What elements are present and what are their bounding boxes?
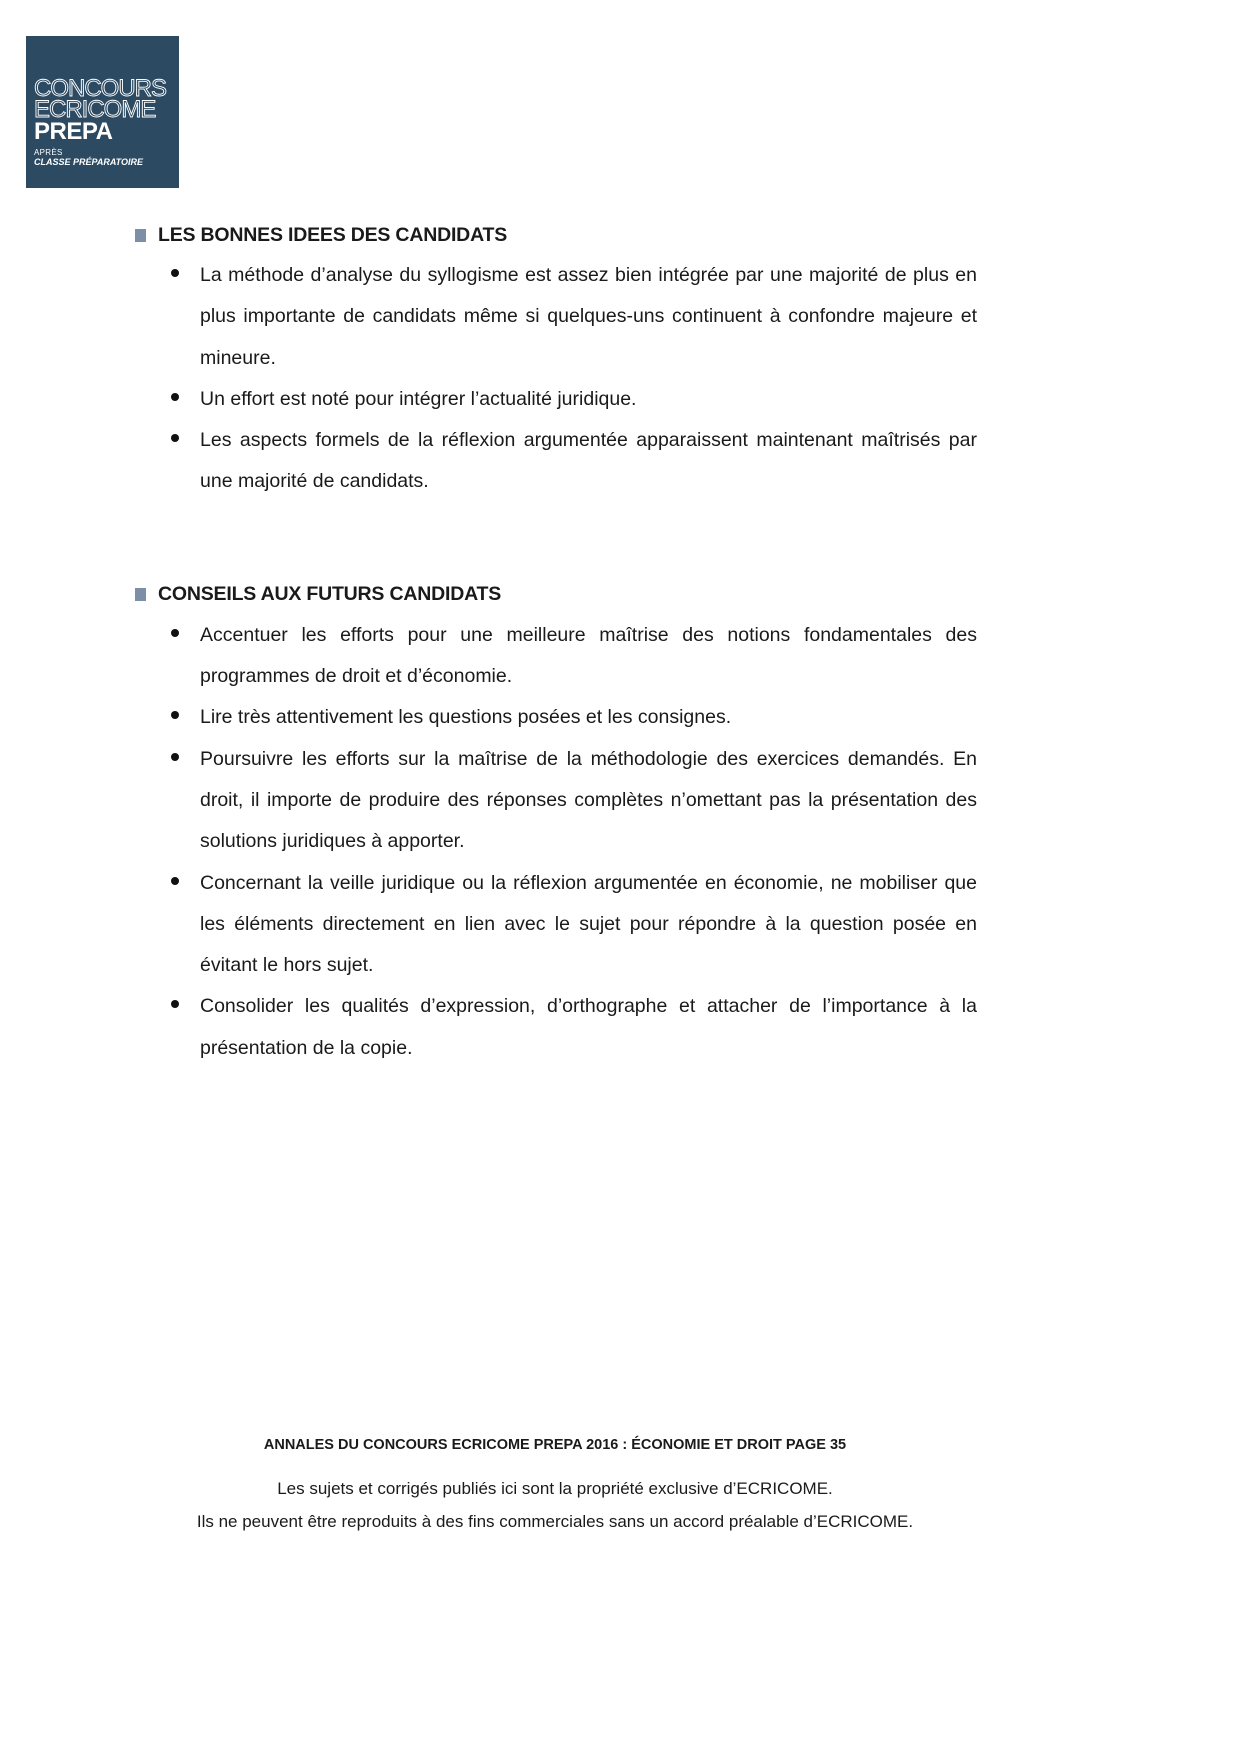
bullet-dot-icon <box>171 877 179 885</box>
footer-title: ANNALES DU CONCOURS ECRICOME PREPA 2016 : ÉCONOMIE ET DROIT PAGE 35 <box>263 1437 847 1453</box>
list-item <box>135 986 977 1069</box>
bullet-dot-icon <box>171 269 179 277</box>
square-bullet-icon <box>135 229 146 242</box>
footer-reproduction-line: Ils ne peuvent être reproduits à des fins commerciales sans un accord préalable d’ECRICOME. <box>196 1512 914 1531</box>
square-bullet-icon <box>135 588 146 601</box>
logo-line-prepa: PREPA <box>34 118 113 145</box>
list-item <box>135 697 977 738</box>
bullet-dot-icon <box>171 753 179 761</box>
list-item <box>135 420 977 503</box>
list-item-text: Poursuivre les efforts sur la maîtrise de la méthodologie des exercices demandés. En droit, il importe de produire des réponses complètes n’omettant pas la présentation des solutions juridiques à apporter. <box>200 747 977 853</box>
list-item <box>135 379 977 420</box>
list-item <box>135 255 977 379</box>
bullet-dot-icon <box>171 434 179 442</box>
document-body <box>135 221 977 1069</box>
section-bonnes-idees <box>135 221 977 503</box>
bullet-list <box>135 615 977 1069</box>
logo-line-ecricome: ECRICOME <box>34 96 156 123</box>
list-item-text: Accentuer les efforts pour une meilleure maîtrise des notions fondamentales des programmes de droit et d’économie. <box>200 623 977 688</box>
bullet-dot-icon <box>171 629 179 637</box>
section-heading <box>135 581 977 609</box>
ecricome-prepa-logo <box>26 36 179 188</box>
list-item <box>135 739 977 863</box>
section-heading <box>135 221 977 249</box>
logo-line-classe-preparatoire: CLASSE PRÉPARATOIRE <box>34 157 144 167</box>
section-title: LES BONNES IDEES DES CANDIDATS <box>158 223 508 246</box>
bullet-dot-icon <box>171 711 179 719</box>
list-item-text: Les aspects formels de la réflexion argumentée apparaissent maintenant maîtrisés par une majorité de candidats. <box>200 429 977 493</box>
list-item-text: Un effort est noté pour intégrer l’actualité juridique. <box>200 387 637 410</box>
bullet-dot-icon <box>171 393 179 401</box>
list-item <box>135 863 977 987</box>
list-item-text: Concernant la veille juridique ou la réflexion argumentée en économie, ne mobiliser que les éléments directement en lien avec le sujet pour répondre à la question posée en évitant le hors sujet. <box>200 871 977 977</box>
bullet-list <box>135 255 977 503</box>
section-title: CONSEILS AUX FUTURS CANDIDATS <box>158 583 502 606</box>
list-item-text: La méthode d’analyse du syllogisme est assez bien intégrée par une majorité de plus en plus importante de candidats même si quelques-uns continuent à confondre majeure et mineure. <box>200 264 977 369</box>
section-conseils <box>135 581 977 1069</box>
list-item-text: Lire très attentivement les questions posées et les consignes. <box>200 706 732 729</box>
logo-line-concours: CONCOURS <box>34 75 167 102</box>
list-item <box>135 615 977 698</box>
logo-line-apres: APRÈS <box>34 148 63 157</box>
bullet-dot-icon <box>171 1000 179 1008</box>
footer-copyright-line: Les sujets et corrigés publiés ici sont la propriété exclusive d’ECRICOME. <box>277 1479 833 1498</box>
list-item-text: Consolider les qualités d’expression, d’orthographe et attacher de l’importance à la présentation de la copie. <box>200 995 977 1059</box>
section-spacer <box>135 503 977 581</box>
